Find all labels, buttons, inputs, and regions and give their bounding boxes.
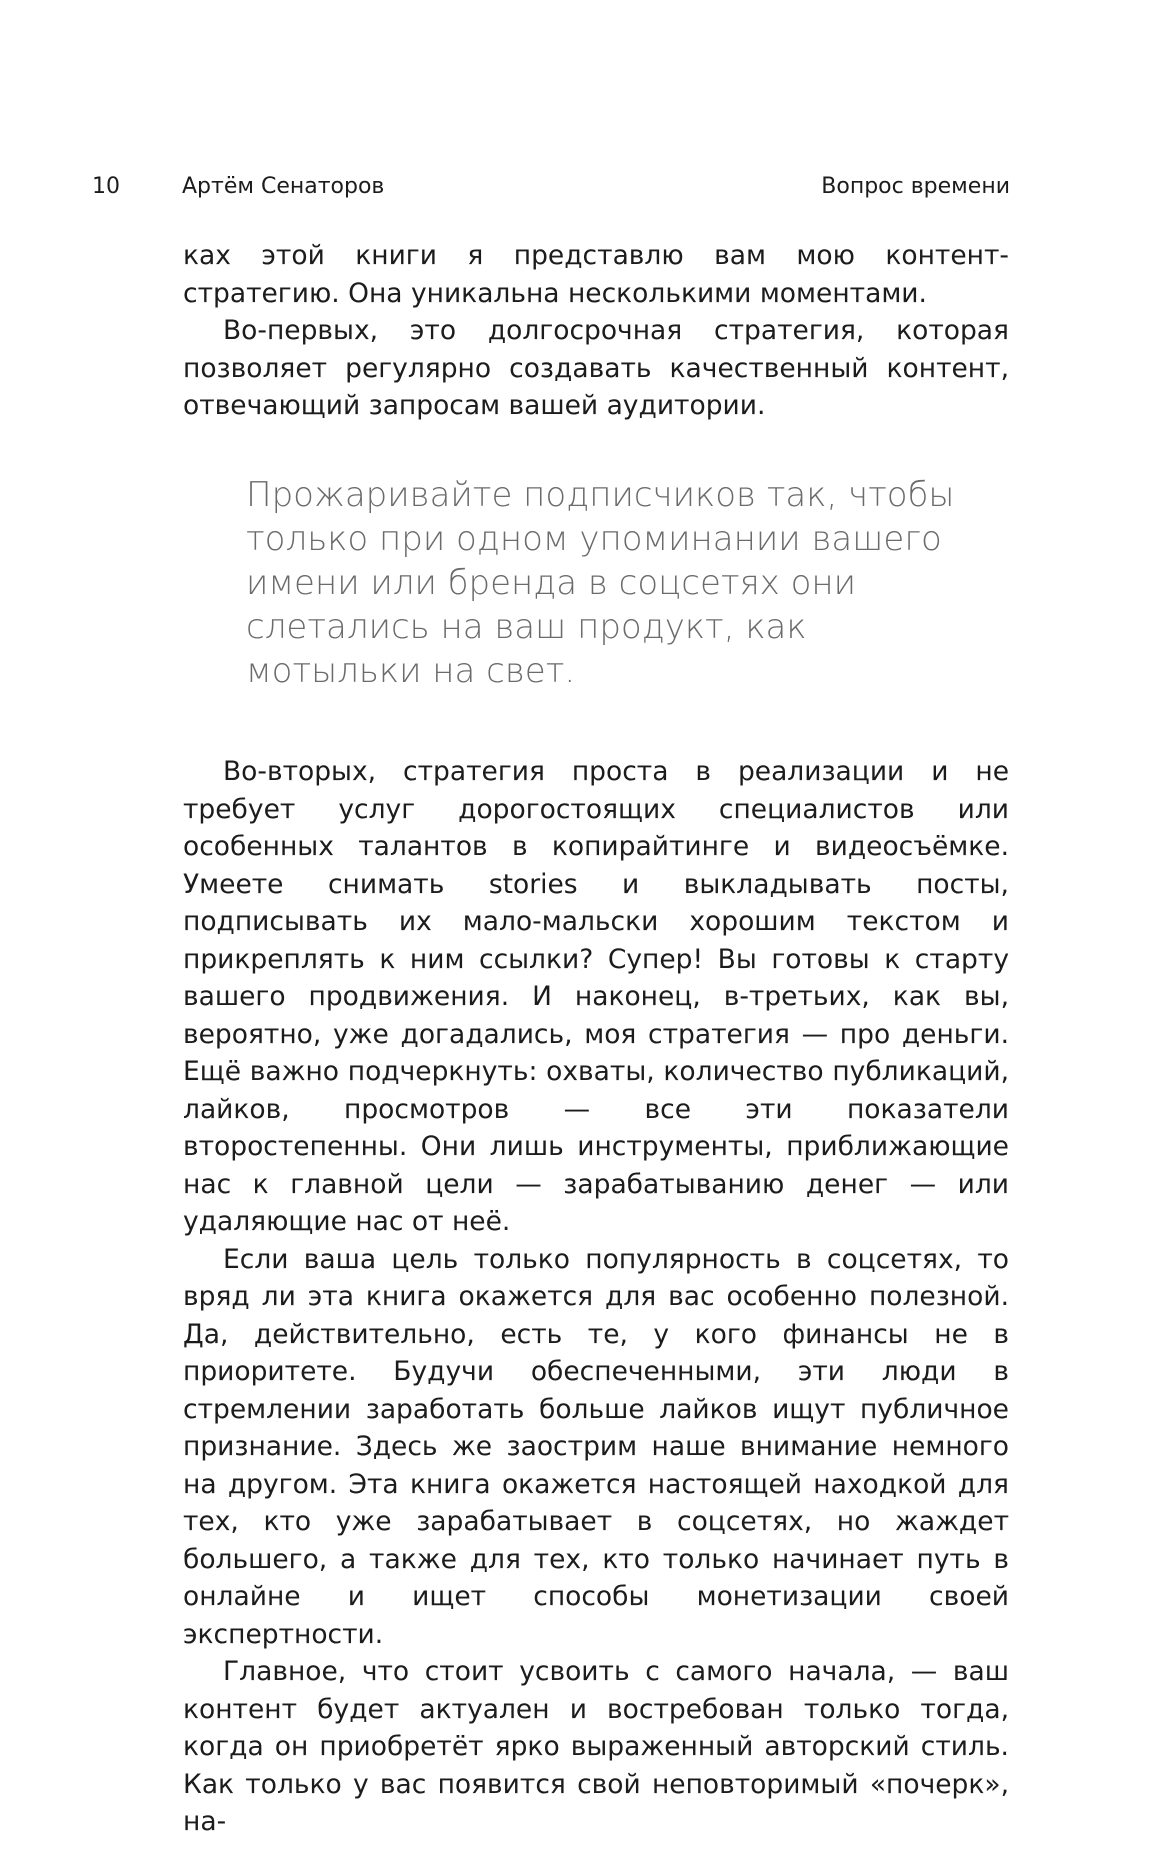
body-text-top	[183, 237, 1009, 425]
paragraph: Во-вторых, стратегия проста в реализации и не требует услуг дорогостоящих специалистов или особенных талантов в копирайтинге и видеосъёмке. Умеете снимать stories и выкладывать посты, подписывать их мало-мальски хорошим текстом и прикреплять к ним ссылки? Супер! Вы готовы к старту вашего продвижения. И наконец, в-третьих, как вы, вероятно, уже догадались, моя стратегия — про деньги. Ещё важно подчеркнуть: охваты, количество публикаций, лайков, просмотров — все эти показатели второстепенны. Они лишь инструменты, приближающие нас к главной цели — зарабатыванию денег — или удаляющие нас от неё.	[183, 756, 1009, 1237]
paragraph: Если ваша цель только популярность в соцсетях, то вряд ли эта книга окажется для вас особенно полезной. Да, действительно, есть те, у кого финансы не в приоритете. Будучи обеспеченными, эти люди в стремлении заработать больше лайков ищут публичное признание. Здесь же заострим наше внимание немного на другом. Эта книга окажется настоящей находкой для тех, кто уже зарабатывает в соцсетях, но жаждет большего, а также для тех, кто только начинает путь в онлайне и ищет способы монетизации своей экспертности.	[183, 1243, 1009, 1650]
pull-quote: Прожаривайте подписчиков так, чтобы только при одном упоминании вашего имени или бренда в соцсетях они слетались на ваш продукт, как мотыльки на свет.	[246, 475, 955, 691]
body-text-bottom	[183, 753, 1009, 1841]
paragraph: Главное, что стоит усвоить с самого начала, — ваш контент будет актуален и востребован только тогда, когда он приобретёт ярко выраженный авторский стиль. Как только у вас появится свой неповторимый «почерк», на-	[183, 1656, 1009, 1837]
paragraph: ках этой книги я представлю вам мою контент-стратегию. Она уникальна несколькими моментами.	[183, 240, 1009, 309]
author-name: Артём Сенаторов	[182, 174, 385, 199]
running-title: Вопрос времени	[821, 174, 1010, 199]
page-header	[92, 170, 1010, 204]
page-number: 10	[92, 174, 120, 199]
paragraph: Во-первых, это долгосрочная стратегия, которая позволяет регулярно создавать качественный контент, отвечающий запросам вашей аудитории.	[183, 315, 1009, 421]
